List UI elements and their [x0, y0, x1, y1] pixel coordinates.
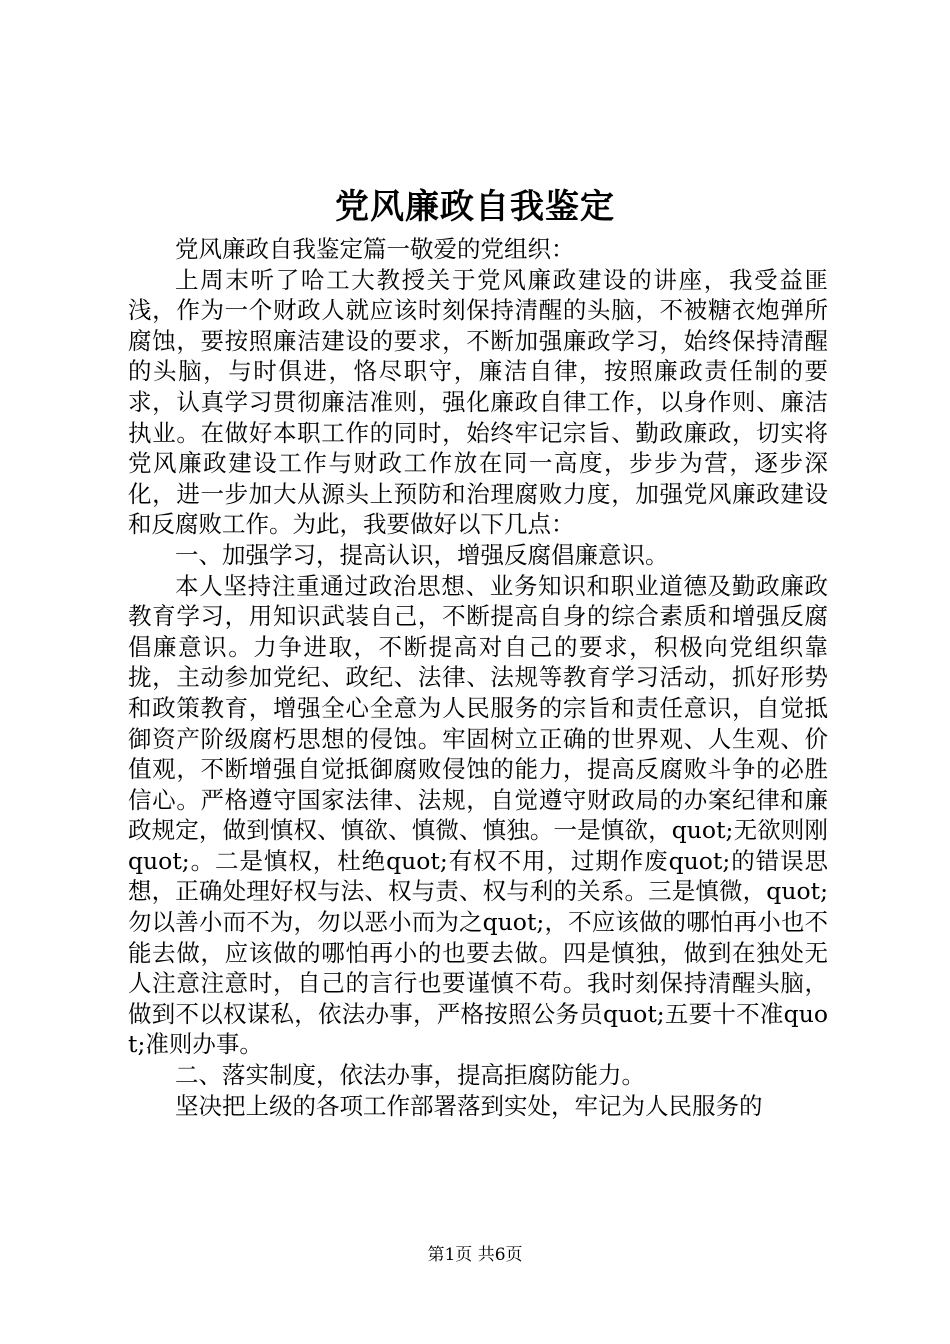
document-body: [128, 234, 828, 1121]
page-footer: 第1页 共6页: [427, 1245, 523, 1265]
paragraph-intro: 上周末听了哈工大教授关于党风廉政建设的讲座，我受益匪浅，作为一个财政人就应该时刻保持清醒的头脑，不被糖衣炮弹所腐蚀，要按照廉洁建设的要求，不断加强廉政学习，始终保持清醒的头脑，与时俱进，恪尽职守，廉洁自律，按照廉政责任制的要求，认真学习贯彻廉洁准则，强化廉政自律工作，以身作则、廉洁执业。在做好本职工作的同时，始终牢记宗旨、勤政廉政，切实将党风廉政建设工作与财政工作放在同一高度，步步为营，逐步深化，进一步加大从源头上预防和治理腐败力度，加强党风廉政建设和反腐败工作。为此，我要做好以下几点：: [128, 265, 828, 539]
document-title: 党风廉政自我鉴定: [335, 187, 615, 227]
paragraph-section-2: 坚决把上级的各项工作部署落到实处，牢记为人民服务的: [175, 1091, 763, 1120]
section-heading-1: 一、加强学习，提高认识，增强反腐倡廉意识。: [175, 540, 669, 569]
section-heading-2: 二、落实制度，依法办事，提高拒腐防能力。: [175, 1061, 645, 1090]
paragraph-section-1: 本人坚持注重通过政治思想、业务知识和职业道德及勤政廉政教育学习，用知识武装自己，不断提高自身的综合素质和增强反腐倡廉意识。力争进取，不断提高对自己的要求，积极向党组织靠拢，主动参加党纪、政纪、法律、法规等教育学习活动，抓好形势和政策教育，增强全心全意为人民服务的宗旨和责任意识，自觉抵御资产阶级腐朽思想的侵蚀。牢固树立正确的世界观、人生观、价值观，不断增强自觉抵御腐败侵蚀的能力，提高反腐败斗争的必胜信心。严格遵守国家法律、法规，自觉遵守财政局的办案纪律和廉政规定，做到慎权、慎欲、慎微、慎独。一是慎欲，quot;无欲则刚quot;。二是慎权，杜绝quot;有权不用，过期作废quot;的错误思想，正确处理好权与法、权与责、权与利的关系。三是慎微，quot;勿以善小而不为，勿以恶小而为之quot;，不应该做的哪怕再小也不能去做，应该做的哪怕再小的也要去做。四是慎独，做到在独处无人注意注意时，自己的言行也要谨慎不苟。我时刻保持清醒头脑，做到不以权谋私，依法办事，严格按照公务员quot;五要十不准quot;准则办事。: [128, 571, 828, 1059]
paragraph-salutation: 党风廉政自我鉴定篇一敬爱的党组织：: [175, 235, 575, 263]
